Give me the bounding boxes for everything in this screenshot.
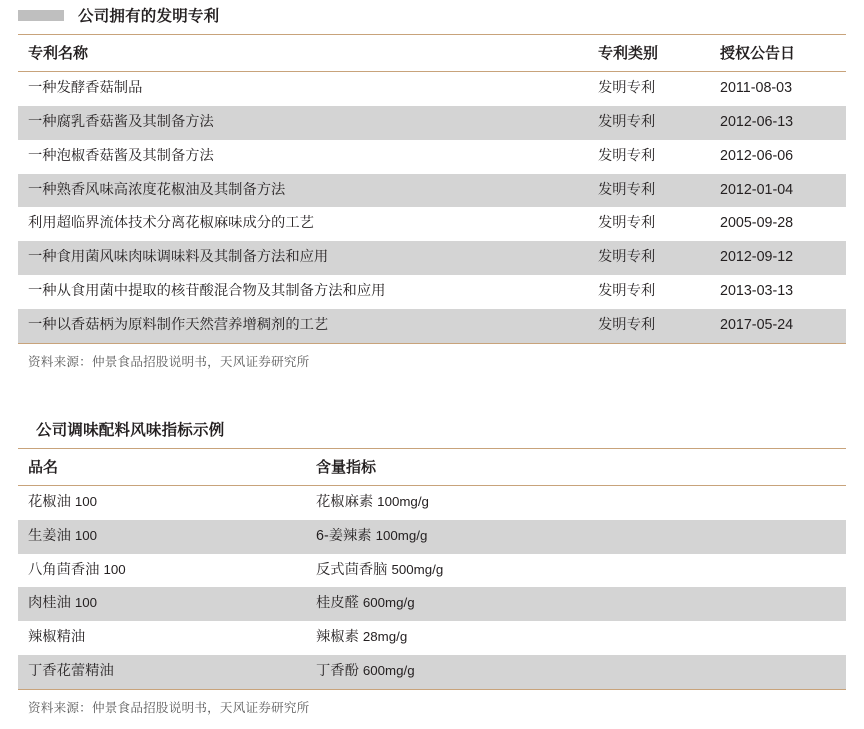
table-row [18, 275, 846, 309]
patent-name: 一种泡椒香菇酱及其制备方法 [18, 140, 588, 174]
table-row [18, 587, 846, 621]
patent-name: 一种发酵香菇制品 [18, 72, 588, 106]
flavor-metric-number: 500mg/g [391, 561, 444, 577]
patent-date: 2012-06-13 [710, 106, 846, 140]
flavor-name-number: 100 [74, 595, 98, 611]
flavor-metric: 6-姜辣素 [316, 527, 372, 544]
patent-type: 发明专利 [588, 174, 710, 208]
flavor-name: 花椒油 [28, 493, 71, 510]
flavor-metric: 辣椒素 [316, 629, 359, 646]
flavor-col-name: 品名 [18, 448, 306, 485]
patents-header-row [18, 35, 846, 72]
flavor-metric-cell [306, 485, 846, 519]
table-row [18, 241, 846, 275]
flavor-metric-number: 600mg/g [362, 595, 415, 611]
patent-name: 一种熟香风味高浓度花椒油及其制备方法 [18, 174, 588, 208]
patent-date: 2011-08-03 [710, 72, 846, 106]
patent-type: 发明专利 [588, 207, 710, 241]
patents-table [18, 34, 846, 344]
flavor-source: 资料来源：仲景食品招股说明书，天风证券研究所 [28, 701, 310, 716]
patent-type: 发明专利 [588, 106, 710, 140]
flavor-metric-cell [306, 621, 846, 655]
table-row [18, 520, 846, 554]
patent-type: 发明专利 [588, 241, 710, 275]
flavor-header-row [18, 448, 846, 485]
patent-name: 一种食用菌风味肉味调味料及其制备方法和应用 [18, 241, 588, 275]
table-row [18, 621, 846, 655]
flavor-metric-cell [306, 520, 846, 554]
flavor-metric-number: 100mg/g [375, 527, 428, 543]
patent-date: 2012-09-12 [710, 241, 846, 275]
flavor-metric-number: 100mg/g [377, 493, 429, 509]
flavor-metric-cell [306, 655, 846, 689]
flavor-name-number: 100 [74, 493, 98, 509]
patent-name: 一种以香菇柄为原料制作天然营养增稠剂的工艺 [18, 309, 588, 343]
patent-type: 发明专利 [588, 275, 710, 309]
patent-name: 利用超临界流体技术分离花椒麻味成分的工艺 [18, 207, 588, 241]
flavor-section [18, 414, 846, 716]
patent-date: 2005-09-28 [710, 207, 846, 241]
flavor-name: 八角茴香油 [28, 561, 100, 578]
flavor-metric: 丁香酚 [316, 663, 359, 680]
patent-date: 2017-05-24 [710, 309, 846, 343]
flavor-name-cell [18, 520, 306, 554]
patents-col-name: 专利名称 [18, 35, 588, 72]
table-row [18, 140, 846, 174]
flavor-name: 丁香花蕾精油 [28, 663, 114, 680]
table-row [18, 655, 846, 689]
flavor-metric: 花椒麻素 [316, 493, 374, 510]
patent-date: 2013-03-13 [710, 275, 846, 309]
flavor-name: 生姜油 [28, 527, 71, 544]
table-row [18, 207, 846, 241]
patent-type: 发明专利 [588, 72, 710, 106]
header-marker-icon [18, 10, 64, 21]
patent-name: 一种从食用菌中提取的核苷酸混合物及其制备方法和应用 [18, 275, 588, 309]
flavor-table [18, 448, 846, 690]
patents-source: 资料来源：仲景食品招股说明书，天风证券研究所 [28, 354, 310, 369]
table-row [18, 309, 846, 343]
flavor-name: 肉桂油 [28, 595, 71, 612]
flavor-title: 公司调味配料风味指标示例 [36, 421, 225, 439]
flavor-name-cell [18, 554, 306, 588]
flavor-name-cell [18, 587, 306, 621]
patent-date: 2012-01-04 [710, 174, 846, 208]
table-row [18, 485, 846, 519]
flavor-name-cell [18, 621, 306, 655]
patent-name: 一种腐乳香菇酱及其制备方法 [18, 106, 588, 140]
table-row [18, 72, 846, 106]
flavor-name-cell [18, 655, 306, 689]
flavor-metric-number: 28mg/g [362, 629, 408, 645]
flavor-col-metric: 含量指标 [306, 448, 846, 485]
flavor-name-cell [18, 485, 306, 519]
patents-col-date: 授权公告日 [710, 35, 846, 72]
flavor-metric: 桂皮醛 [316, 595, 359, 612]
table-row [18, 106, 846, 140]
flavor-name: 辣椒精油 [28, 629, 86, 646]
patents-col-type: 专利类别 [588, 35, 710, 72]
flavor-metric-cell [306, 554, 846, 588]
patent-type: 发明专利 [588, 140, 710, 174]
flavor-metric: 反式茴香脑 [316, 561, 388, 578]
patents-section [18, 0, 846, 370]
table-row [18, 554, 846, 588]
patents-title: 公司拥有的发明专利 [78, 8, 220, 25]
patents-section-header [18, 0, 846, 30]
flavor-section-header [18, 414, 846, 444]
flavor-name-number: 100 [74, 527, 98, 543]
flavor-metric-number: 600mg/g [362, 663, 415, 679]
patent-type: 发明专利 [588, 309, 710, 343]
table-row [18, 174, 846, 208]
flavor-metric-cell [306, 587, 846, 621]
section-spacer [18, 370, 846, 414]
patent-date: 2012-06-06 [710, 140, 846, 174]
flavor-name-number: 100 [103, 561, 126, 577]
